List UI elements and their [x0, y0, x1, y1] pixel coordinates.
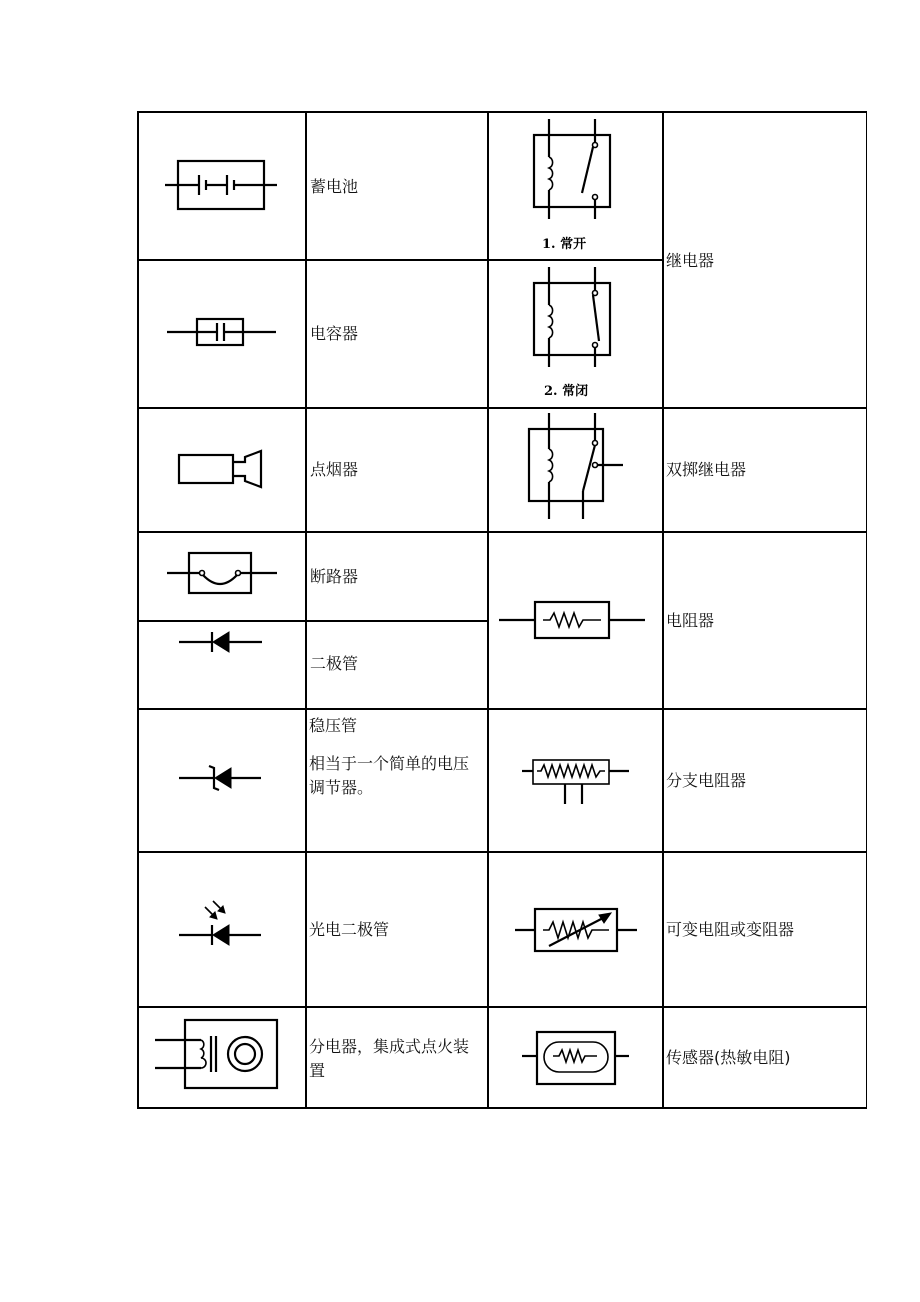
relay-label: 继电器 — [666, 251, 715, 270]
circuit-breaker-label: 断路器 — [310, 567, 359, 586]
thermistor-sensor-icon — [487, 1006, 662, 1107]
relay-caption-open: 1. 常开 — [542, 237, 587, 252]
cigarette-lighter-icon — [137, 407, 305, 531]
capacitor-symbol-icon — [137, 259, 305, 407]
photodiode-label: 光电二极管 — [309, 920, 390, 939]
distributor-label: 分电器，集成式点火装置 — [309, 1037, 470, 1080]
diode-icon — [137, 620, 305, 708]
relay-caption-closed: 2. 常闭 — [544, 384, 589, 399]
relay-normally-open-icon — [487, 111, 662, 259]
rheostat-label: 可变电阻或变阻器 — [666, 920, 795, 939]
circuit-breaker-icon — [137, 531, 305, 620]
cigarette-lighter-label: 点烟器 — [310, 460, 359, 479]
zener-diode-icon — [137, 708, 305, 851]
row-divider — [305, 259, 487, 261]
zener-diode-note: 相当于一个简单的电压调节器。 — [309, 754, 470, 797]
rheostat-icon — [487, 851, 662, 1006]
column-divider — [305, 111, 307, 1108]
zener-diode-label: 稳压管 — [309, 716, 358, 735]
column-divider — [662, 111, 664, 1108]
branch-resistor-icon — [487, 708, 662, 851]
diode-label: 二极管 — [310, 654, 359, 673]
photodiode-icon — [137, 851, 305, 1006]
zener-diode-text — [309, 714, 479, 800]
resistor-label: 电阻器 — [666, 611, 715, 630]
double-throw-relay-label: 双掷继电器 — [666, 460, 747, 479]
battery-symbol-icon — [137, 111, 305, 259]
branch-resistor-label: 分支电阻器 — [666, 771, 747, 790]
symbol-table — [137, 111, 867, 1108]
capacitor-label: 电容器 — [310, 324, 359, 343]
distributor-icon — [137, 1006, 305, 1107]
table-border — [866, 111, 868, 1108]
relay-normally-closed-icon — [487, 259, 662, 407]
battery-label: 蓄电池 — [310, 177, 359, 196]
table-border — [137, 1107, 867, 1109]
thermistor-sensor-label: 传感器(热敏电阻) — [666, 1048, 791, 1067]
double-throw-relay-icon — [487, 407, 662, 531]
resistor-icon — [487, 531, 662, 708]
